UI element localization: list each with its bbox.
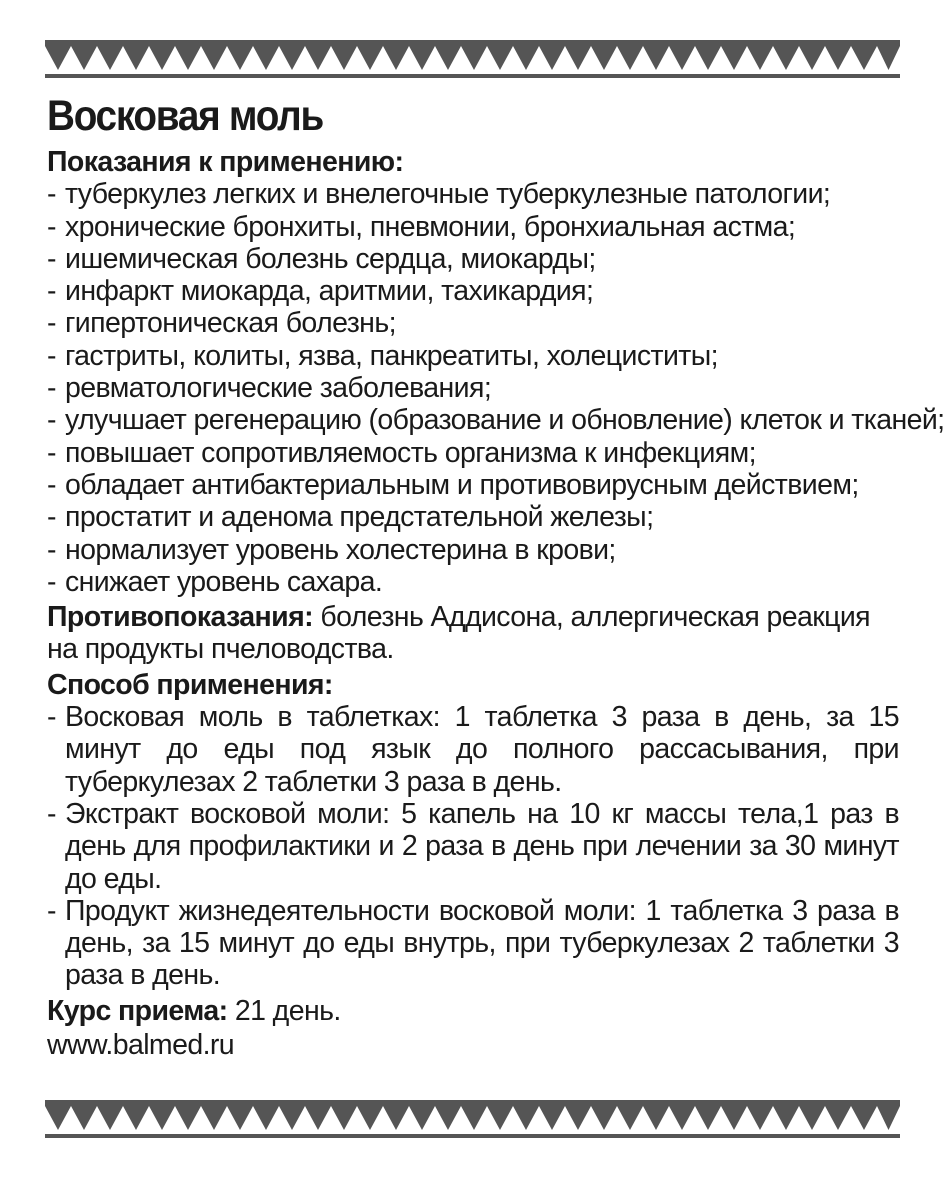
list-dash: -: [47, 436, 56, 469]
indication-item: [47, 501, 899, 533]
indications-section: [47, 146, 945, 598]
indication-text: инфаркт миокарда, аритмии, тахикардия;: [65, 275, 594, 308]
course-text: 21 день.: [234, 994, 341, 1027]
list-dash: -: [47, 797, 56, 830]
contraindications-text: болезнь Аддисона, аллергическая реакция на продукты пчеловодства.: [47, 601, 871, 666]
indications-list: [47, 178, 945, 598]
indication-text: простатит и аденома предстательной железы;: [65, 501, 654, 534]
list-dash: -: [47, 565, 56, 598]
indication-text: повышает сопротивляемость организма к инфекциям;: [65, 436, 756, 469]
indication-text: гастриты, колиты, язва, панкреатиты, холециститы;: [65, 339, 718, 372]
list-dash: -: [47, 339, 56, 372]
indication-text: туберкулез легких и внелегочные туберкулезные патологии;: [65, 178, 831, 211]
indication-text: обладает антибактериальным и противовирусным действием;: [65, 468, 859, 501]
list-dash: -: [47, 275, 56, 308]
indication-item: [47, 275, 899, 307]
indication-text: хронические бронхиты, пневмонии, бронхиальная астма;: [65, 210, 796, 243]
method-text: Продукт жизнедеятельности восковой моли: 1 таблетка 3 раза в день, за 15 минут до еды внутрь, при туберкулезах 2 таблетки 3 раза в день.: [65, 894, 899, 992]
indication-item: [47, 243, 899, 275]
method-heading: Способ применения:: [47, 668, 333, 701]
list-dash: -: [47, 178, 56, 211]
list-dash: -: [47, 307, 56, 340]
course-label: Курс приема:: [47, 994, 228, 1027]
method-item: [47, 701, 899, 798]
indication-text: ревматологические заболевания;: [65, 372, 492, 405]
indication-item: [47, 307, 899, 339]
list-dash: -: [47, 468, 56, 501]
indication-item: [47, 437, 899, 469]
indication-item: [47, 534, 899, 566]
method-list: [47, 701, 899, 992]
indication-text: гипертоническая болезнь;: [65, 307, 396, 340]
method-text: Восковая моль в таблетках: 1 таблетка 3 раза в день, за 15 минут до еды под язык до полного рассасывания, при туберкулезах 2 таблетки 3 раза в день.: [65, 701, 899, 798]
list-dash: -: [47, 372, 56, 405]
page-title: Восковая моль: [47, 92, 324, 140]
method-item: [47, 798, 899, 895]
website-link[interactable]: www.balmed.ru: [47, 1029, 235, 1062]
indication-item: [47, 469, 899, 501]
list-dash: -: [47, 533, 56, 566]
method-item: [47, 895, 899, 992]
course-section: [47, 995, 899, 1027]
list-dash: -: [47, 701, 56, 734]
top-zigzag-border-icon: [45, 40, 900, 80]
indication-item: [47, 404, 945, 437]
method-section: [47, 669, 899, 992]
indication-item: [47, 566, 899, 598]
list-dash: -: [47, 404, 56, 437]
top-decorative-border: [45, 40, 900, 80]
indication-item: [47, 340, 899, 372]
contraindications-label: Противопоказания:: [47, 601, 314, 634]
indications-heading: Показания к применению:: [47, 146, 404, 178]
list-dash: -: [47, 501, 56, 534]
list-dash: -: [47, 894, 56, 927]
indication-text: нормализует уровень холестерина в крови;: [65, 533, 616, 566]
bottom-decorative-border: [45, 1100, 900, 1140]
indication-text: снижает уровень сахара.: [65, 565, 383, 598]
method-text: Экстракт восковой моли: 5 капель на 10 кг массы тела,1 раз в день для профилактики и 2 раза в день при лечении за 30 минут до еды.: [65, 797, 899, 895]
leaflet-content: [47, 88, 945, 1062]
indication-item: [47, 372, 899, 404]
indication-text: ишемическая болезнь сердца, миокарды;: [65, 242, 596, 275]
bottom-zigzag-border-icon: [45, 1100, 900, 1140]
contraindications-section: [47, 601, 899, 666]
indication-item: [47, 178, 899, 210]
indication-item: [47, 211, 899, 243]
list-dash: -: [47, 242, 56, 275]
list-dash: -: [47, 210, 56, 243]
indication-text: улучшает регенерацию (образование и обновление) клеток и тканей;: [65, 404, 945, 437]
